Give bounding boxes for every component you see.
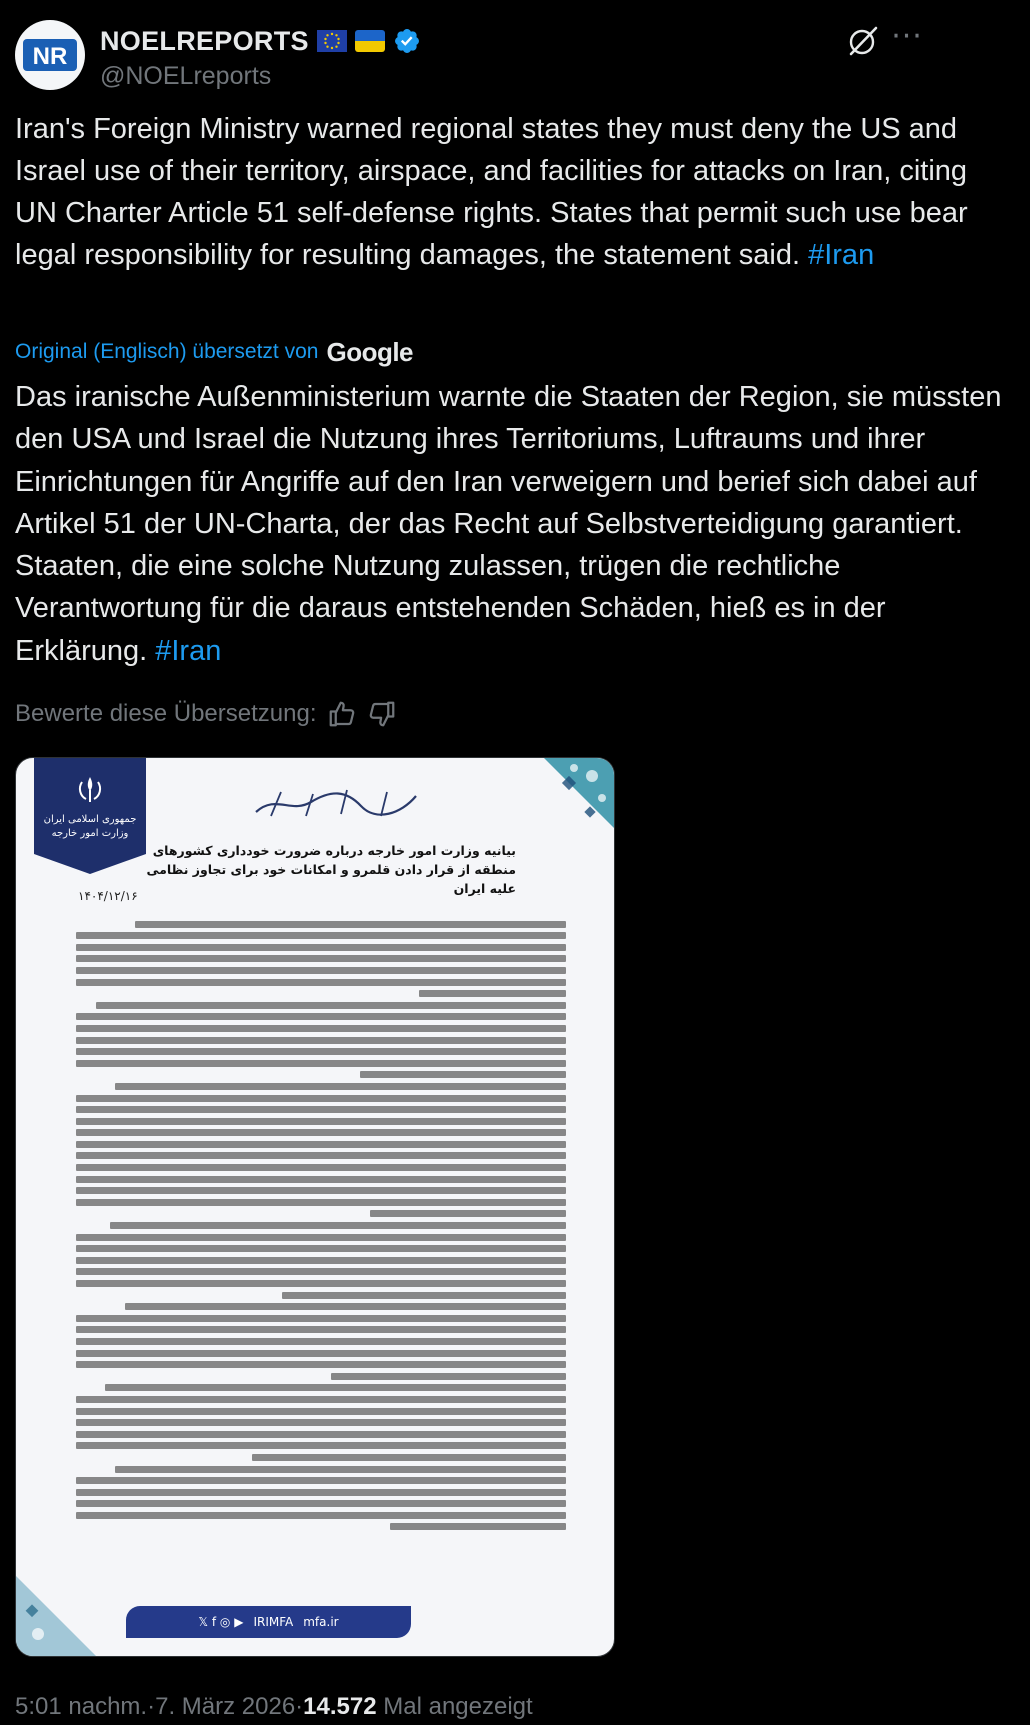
translated-hashtag-link[interactable]: #Iran — [155, 634, 222, 667]
thumbs-up-icon[interactable] — [327, 699, 357, 729]
document-text-line — [76, 1118, 566, 1125]
document-text-line — [115, 1083, 566, 1090]
document-text-line — [76, 1500, 566, 1507]
document-footer — [126, 1606, 411, 1638]
document-text-line — [76, 1245, 566, 1252]
seal-text: جمهوری اسلامی ایران وزارت امور خارجه — [43, 814, 137, 839]
display-name[interactable]: NOELREPORTS — [100, 25, 309, 56]
document-text-line — [76, 967, 566, 974]
document-text-line — [76, 1350, 566, 1357]
document-text-line — [76, 1095, 566, 1102]
tweet-meta — [15, 1690, 533, 1724]
tweet-time[interactable]: 5:01 nachm. — [15, 1693, 148, 1720]
footer-handle: IRIMFA — [253, 1615, 294, 1629]
tweet-date[interactable]: 7. März 2026 — [155, 1693, 296, 1720]
document-text-line — [76, 1176, 566, 1183]
document-text-line — [360, 1071, 566, 1078]
document-text-line — [76, 1361, 566, 1368]
document-text-line — [331, 1373, 566, 1380]
document-text-line — [76, 1315, 566, 1322]
avatar-text: NR — [32, 43, 68, 70]
document-text-line — [282, 1292, 566, 1299]
social-icons: 𝕏 f ◎ ▶ — [198, 1615, 244, 1629]
document-text-line — [76, 979, 566, 986]
document-text-line — [76, 1257, 566, 1264]
document-text-line — [76, 1326, 566, 1333]
document-text-line — [390, 1523, 566, 1530]
iran-emblem-icon — [74, 774, 106, 806]
translated-body: Das iranische Außenministerium warnte die Staaten der Region, sie müssten den USA und Israel die Nutzung ihres Territoriums, Luftraums und ihrer Einrichtungen für Angriffe auf den Iran verweigern und berief sich dabei auf Artikel 51 der UN-Charta, der das Recht auf Selbstverteidigung garantiert. Staaten, die eine solche Nutzung zulassen, trügen die rechtliche Verantwortung für die daraus entstehenden Schäden, hieß es in der Erklärung. — [15, 381, 1002, 667]
document-text-line — [76, 1199, 566, 1206]
document-text-line — [76, 1338, 566, 1345]
tile-ornament-icon — [504, 758, 614, 868]
document-text-line — [76, 1129, 566, 1136]
avatar[interactable] — [15, 20, 85, 90]
document-text-line — [76, 1477, 566, 1484]
meta-separator: · — [147, 1693, 156, 1720]
meta-separator-2: · — [295, 1693, 304, 1720]
document-text-line — [76, 932, 566, 939]
document-text-line — [76, 1060, 566, 1067]
views-label — [377, 1693, 384, 1721]
rate-translation-label: Bewerte diese Übersetzung: — [15, 700, 317, 727]
thumbs-down-icon[interactable] — [367, 699, 397, 729]
attached-document-image[interactable] — [15, 757, 615, 1657]
document-text-line — [76, 1106, 566, 1113]
tweet-text — [15, 108, 1015, 276]
handle[interactable]: @NOELreports — [100, 62, 272, 90]
tweet-header — [15, 20, 1015, 100]
document-text-line — [76, 1025, 566, 1032]
document-text-line — [110, 1222, 566, 1229]
ministry-seal — [34, 758, 146, 854]
more-icon[interactable]: ··· — [891, 19, 923, 54]
document-text-line — [76, 1187, 566, 1194]
document-text-line — [76, 1408, 566, 1415]
document-text-line — [76, 1280, 566, 1287]
document-text-line — [105, 1384, 566, 1391]
document-text-line — [419, 990, 566, 997]
document-text-line — [76, 1396, 566, 1403]
document-text-line — [76, 944, 566, 951]
document-text-line — [76, 1512, 566, 1519]
document-text-line — [135, 921, 566, 928]
document-text-line — [76, 955, 566, 962]
document-text-line — [76, 1442, 566, 1449]
document-body-text — [76, 916, 566, 1556]
document-text-line — [76, 1431, 566, 1438]
hashtag-link[interactable]: #Iran — [808, 239, 875, 271]
document-text-line — [252, 1454, 566, 1461]
document-text-line — [76, 1419, 566, 1426]
tile-ornament-bottom-icon — [16, 1546, 126, 1656]
document-title: بیانیه وزارت امور خارجه درباره ضرورت خودداری کشورهای منطقه از قرار دادن قلمرو و امکانات خود برای تجاوز نظامی علیه ایران — [146, 843, 516, 896]
tweet-body: Iran's Foreign Ministry warned regional states they must deny the US and Israel use of their territory, airspace, and facilities for attacks on Iran, citing UN Charter Article 51 self-defense rights. States that permit such use bear legal responsibility for resulting damages, the statement said. — [15, 113, 968, 271]
avatar-logo-icon — [23, 39, 77, 71]
document-text-line — [96, 1002, 566, 1009]
verified-badge-icon[interactable] — [393, 27, 421, 55]
views-label-text: Mal angezeigt — [383, 1693, 533, 1720]
document-date: ۱۴۰۴/۱۲/۱۶ — [78, 889, 138, 903]
translation-attribution — [15, 335, 413, 369]
document-text-line — [76, 1048, 566, 1055]
eu-flag-icon — [317, 30, 347, 52]
rate-translation — [15, 697, 397, 731]
grok-icon[interactable] — [846, 24, 880, 58]
bismillah-calligraphy-icon — [251, 784, 421, 824]
show-original-link[interactable]: Original (Englisch) übersetzt von — [15, 340, 319, 363]
document-text-line — [76, 1013, 566, 1020]
footer-site: mfa.ir — [303, 1615, 339, 1629]
document-text-line — [76, 1141, 566, 1148]
document-text-line — [76, 1234, 566, 1241]
document-text-line — [115, 1466, 566, 1473]
document-text-line — [76, 1037, 566, 1044]
document-text-line — [370, 1210, 566, 1217]
ukraine-flag-icon — [355, 30, 385, 52]
translated-text — [15, 376, 1015, 672]
document-text-line — [125, 1303, 566, 1310]
document-text-line — [76, 1164, 566, 1171]
view-count: 14.572 — [303, 1693, 377, 1720]
document-text-line — [76, 1152, 566, 1159]
document-text-line — [76, 1489, 566, 1496]
google-logo-icon: Google — [326, 336, 414, 367]
document-text-line — [76, 1268, 566, 1275]
